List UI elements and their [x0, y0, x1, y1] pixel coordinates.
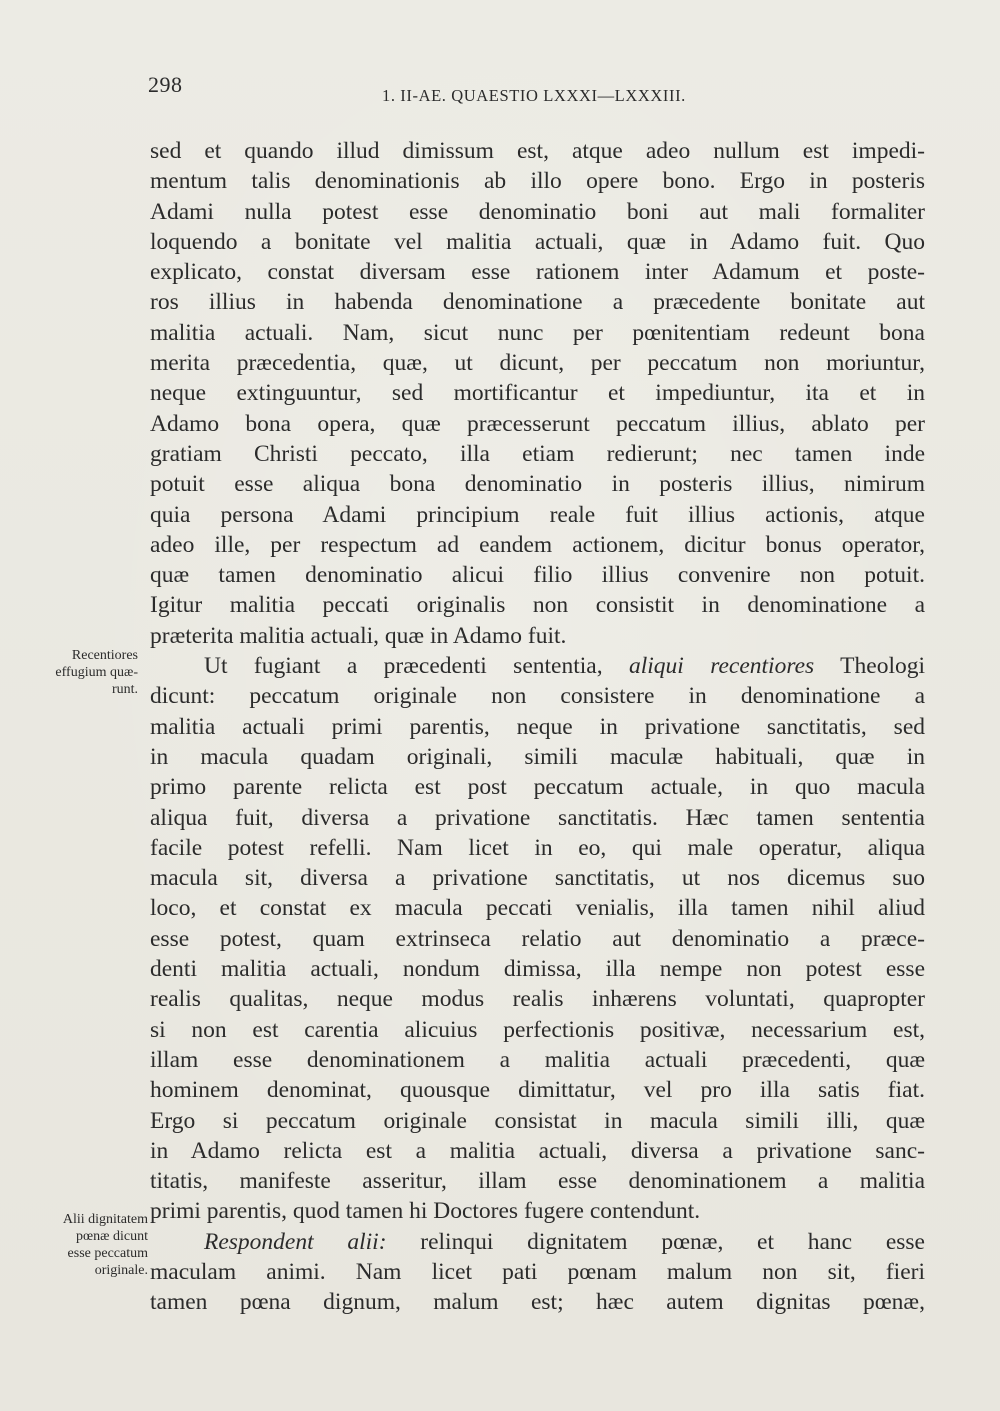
margin-note-line: Recentiores — [71, 648, 138, 663]
text-line: malitia actuali. Nam, sicut nunc per pœnitentiam redeunt bona — [150, 319, 925, 346]
text-line: maculam animi. Nam licet pati pœnam malum non sit, fieri — [150, 1258, 925, 1285]
margin-note-alii — [30, 1211, 148, 1279]
text-line: si non est carentia alicuius perfectionis positivæ, necessarium est, — [150, 1016, 925, 1043]
text-line: in macula quadam originali, simili maculæ habituali, quæ in — [150, 743, 925, 770]
text-line: sed et quando illud dimissum est, atque adeo nullum est impedi- — [150, 138, 925, 164]
italic-phrase: aliqui recentiores — [628, 653, 815, 680]
margin-note-line: Alii dignitatem — [62, 1212, 148, 1227]
text-line: neque extinguuntur, sed mortificantur et impediuntur, ita et in — [150, 380, 925, 407]
paragraph-first-line — [150, 651, 925, 681]
margin-note-line: runt. — [111, 682, 138, 697]
text-line: Adami nulla potest esse denominatio boni aut mali formaliter — [150, 198, 925, 225]
text-line: explicato, constat diversam esse rationem inter Adamum et poste- — [150, 259, 925, 286]
text-line: facile potest refelli. Nam licet in eo, qui male operatur, aliqua — [150, 834, 925, 861]
margin-note-line: originale. — [94, 1263, 148, 1278]
text-line: titatis, manifeste asseritur, illam esse denominationem a malitia — [150, 1168, 925, 1195]
margin-note-line: esse peccatum — [67, 1246, 148, 1261]
text-line: ros illius in habenda denominatione a præcedente bonitate aut — [150, 289, 925, 316]
text-line: loco, et constat ex macula peccati venialis, illa tamen nihil aliud — [150, 895, 925, 922]
text-line: dicunt: peccatum originale non consistere in denominatione a — [150, 683, 925, 710]
body-text — [150, 136, 925, 1318]
text-line: quia persona Adami principium reale fuit illius actionis, atque — [150, 501, 925, 528]
paragraph-first-line — [150, 1227, 925, 1257]
margin-note-line: effugium quæ- — [55, 665, 138, 680]
text-line: esse potest, quam extrinseca relatio aut denominatio a præce- — [150, 925, 925, 952]
text-line: denti malitia actuali, nondum dimissa, illa nempe non potest esse — [150, 956, 925, 983]
text-line: tamen pœna dignum, malum est; hæc autem dignitas pœnæ, — [150, 1289, 925, 1316]
text-line: Adamo bona opera, quæ præcesserunt peccatum illius, ablato per — [150, 410, 925, 437]
running-head: 1. II-AE. QUAESTIO LXXXI—LXXXIII. — [382, 86, 686, 105]
text-line: Igitur malitia peccati originalis non consistit in denominatione a — [150, 592, 925, 619]
margin-note-line: pœnæ dicunt — [76, 1229, 148, 1244]
text-line: illam esse denominationem a malitia actuali præcedenti, quæ — [150, 1046, 925, 1073]
text-line: malitia actuali primi parentis, neque in privatione sanctitatis, sed — [150, 713, 925, 740]
margin-note-recentiores — [20, 647, 138, 698]
text-line: gratiam Christi peccato, illa etiam redierunt; nec tamen inde — [150, 440, 925, 467]
text-run: Theologi — [814, 653, 925, 680]
text-line: præterita malitia actuali, quæ in Adamo fuit. — [150, 622, 567, 649]
text-line: macula sit, diversa a privatione sanctitatis, ut nos dicemus suo — [150, 865, 925, 892]
text-line: merita præcedentia, quæ, ut dicunt, per peccatum non moriuntur, — [150, 350, 925, 377]
text-line: potuit esse aliqua bona denominatio in posteris illius, nimirum — [150, 471, 925, 498]
text-run: relinqui dignitatem pœnæ, et hanc esse — [386, 1228, 925, 1255]
text-line: aliqua fuit, diversa a privatione sanctitatis. Hæc tamen sententia — [150, 804, 925, 831]
text-line: adeo ille, per respectum ad eandem actionem, dicitur bonus operator, — [150, 531, 925, 558]
text-line: quæ tamen denominatio alicui filio illius convenire non potuit. — [150, 562, 925, 589]
text-line: mentum talis denominationis ab illo opere bono. Ergo in posteris — [150, 168, 925, 195]
text-line: primo parente relicta est post peccatum actuale, in quo macula — [150, 774, 925, 801]
text-run: Ut fugiant a præcedenti sententia, — [204, 653, 629, 680]
text-line: realis qualitas, neque modus realis inhærens voluntati, quapropter — [150, 986, 925, 1013]
text-line: Ergo si peccatum originale consistat in macula simili illi, quæ — [150, 1107, 925, 1134]
text-line: primi parentis, quod tamen hi Doctores fugere contendunt. — [150, 1198, 701, 1225]
page-number: 298 — [148, 72, 183, 97]
text-line: in Adamo relicta est a malitia actuali, diversa a privatione sanc- — [150, 1137, 925, 1164]
text-line: loquendo a bonitate vel malitia actuali, quæ in Adamo fuit. Quo — [150, 228, 925, 255]
italic-phrase: Respondent alii: — [204, 1228, 387, 1255]
text-line: hominem denominat, quousque dimittatur, vel pro illa satis fiat. — [150, 1077, 925, 1104]
